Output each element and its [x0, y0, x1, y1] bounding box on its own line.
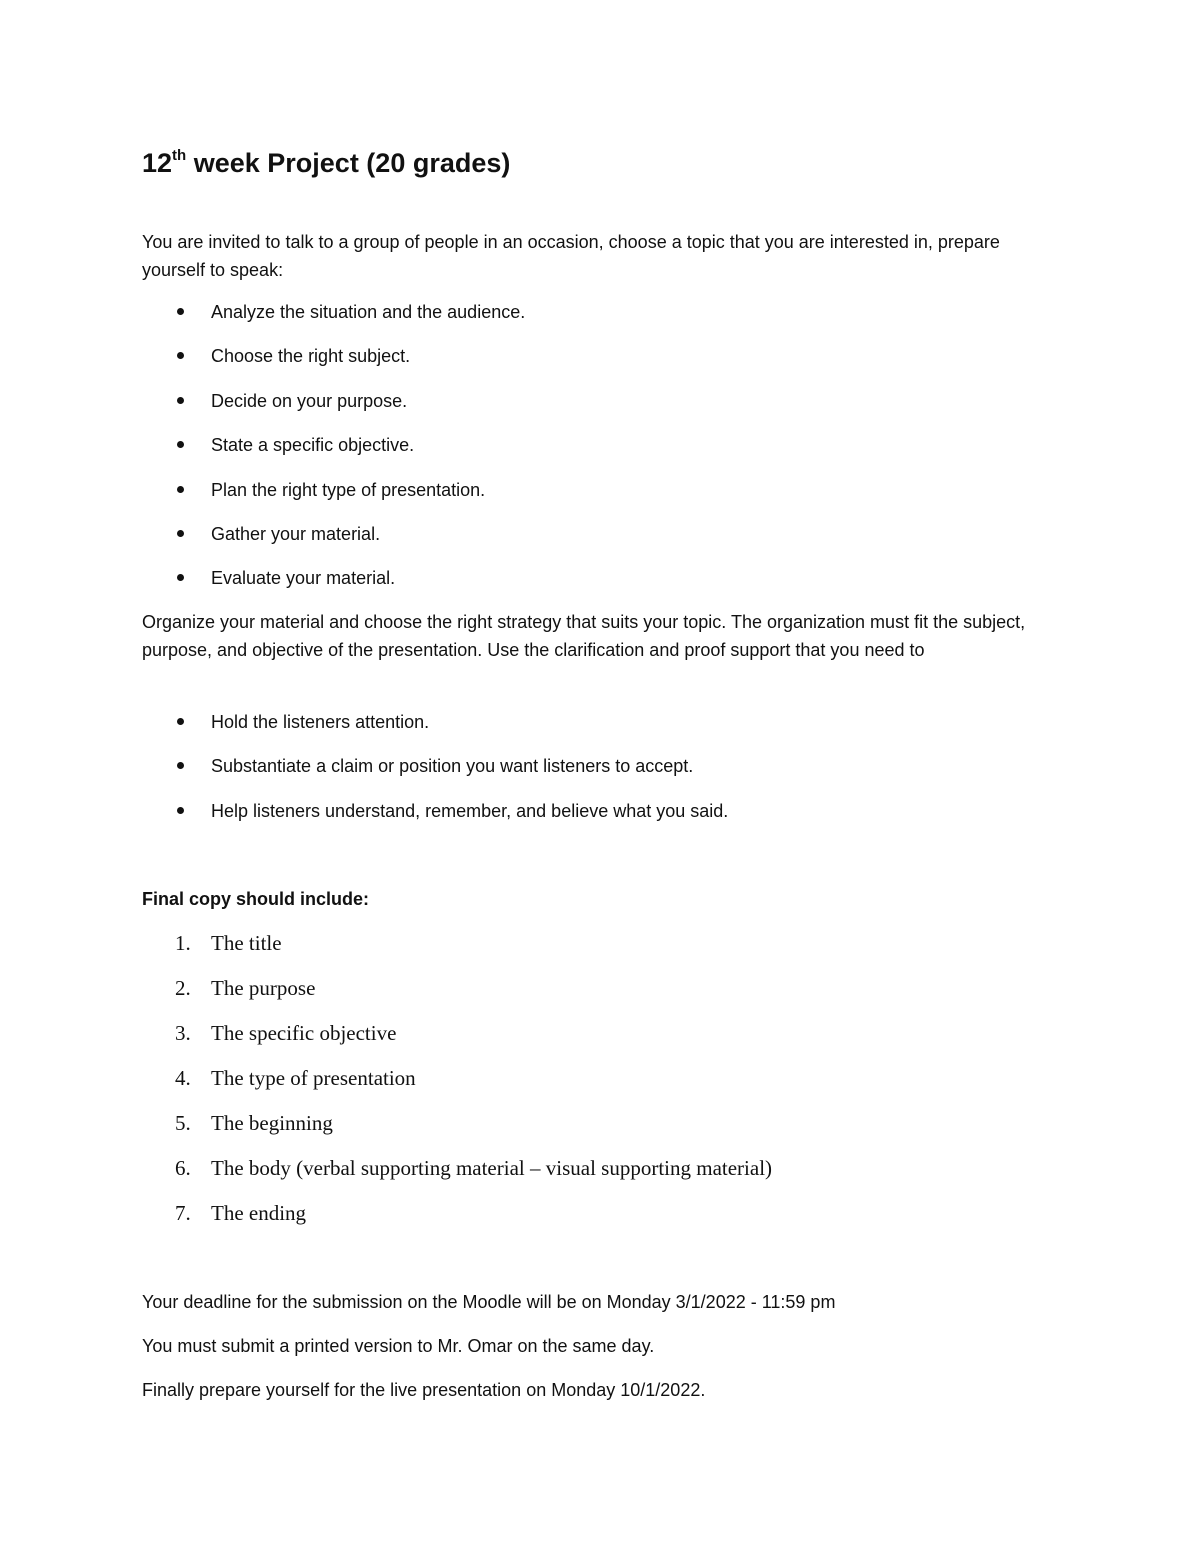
goal-text: Hold the listeners attention.: [211, 712, 430, 732]
printed-version-text: You must submit a printed version to Mr. Omar on the same day.: [142, 1336, 655, 1356]
list-item: [142, 476, 525, 520]
item-text: The title: [211, 931, 282, 955]
intro-paragraph: You are invited to talk to a group of people in an occasion, choose a topic that you are interested in, prepare yourself to speak:: [142, 232, 1000, 280]
steps-list: [142, 298, 525, 609]
list-item: [142, 520, 525, 564]
goal-text: Help listeners understand, remember, and believe what you said.: [211, 800, 729, 821]
bullet-icon: [177, 352, 184, 359]
list-item: [142, 708, 728, 752]
support-goals-list: [142, 708, 728, 841]
step-text: Gather your material.: [211, 523, 381, 544]
item-text: The purpose: [211, 976, 316, 1000]
title-number: 12: [142, 148, 173, 178]
list-item: [142, 752, 728, 796]
bullet-icon: [177, 762, 184, 769]
list-item: [142, 431, 525, 475]
step-text: Evaluate your material.: [211, 568, 396, 589]
list-item: [142, 1198, 772, 1243]
list-item: [142, 387, 525, 431]
list-item: [142, 564, 525, 608]
list-item: [142, 1018, 772, 1063]
list-item: [142, 928, 772, 973]
list-item: [142, 1108, 772, 1153]
final-copy-list: [142, 928, 772, 1243]
list-item: [142, 298, 525, 342]
item-number: 3.: [175, 1021, 191, 1045]
item-number: 1.: [175, 931, 191, 955]
item-number: 5.: [175, 1111, 191, 1135]
bullet-icon: [177, 486, 184, 493]
deadline-text: Your deadline for the submission on the Moodle will be on Monday 3/1/2022 - 11:59 pm: [142, 1292, 836, 1312]
item-text: The specific objective: [211, 1021, 397, 1045]
bullet-icon: [177, 441, 184, 448]
page-title: [142, 146, 510, 180]
item-text: The beginning: [211, 1111, 333, 1135]
step-text: Choose the right subject.: [211, 346, 411, 367]
list-item: [142, 1063, 772, 1108]
title-text: week Project (20 grades): [186, 148, 511, 178]
bullet-icon: [177, 574, 184, 581]
step-text: State a specific objective.: [211, 435, 415, 456]
list-item: [142, 973, 772, 1018]
bullet-icon: [177, 397, 184, 404]
organize-paragraph: Organize your material and choose the right strategy that suits your topic. The organization must fit the subject, purpose, and objective of the presentation. Use the clarification and proof support that you need to: [142, 612, 1026, 660]
bullet-icon: [177, 308, 184, 315]
item-number: 7.: [175, 1201, 191, 1225]
item-text: The type of presentation: [211, 1066, 416, 1090]
title-ordinal-suffix: th: [172, 147, 187, 164]
item-number: 6.: [175, 1156, 191, 1180]
item-number: 2.: [175, 976, 191, 1000]
bullet-icon: [177, 718, 184, 725]
live-presentation-text: Finally prepare yourself for the live presentation on Monday 10/1/2022.: [142, 1380, 706, 1400]
list-item: [142, 797, 728, 841]
bullet-icon: [177, 807, 184, 814]
item-number: 4.: [175, 1066, 191, 1090]
item-text: The body (verbal supporting material – visual supporting material): [211, 1156, 773, 1180]
step-text: Decide on your purpose.: [211, 390, 408, 411]
list-item: [142, 1153, 772, 1198]
list-item: [142, 342, 525, 386]
item-text: The ending: [211, 1201, 307, 1225]
step-text: Analyze the situation and the audience.: [211, 302, 526, 322]
bullet-icon: [177, 530, 184, 537]
step-text: Plan the right type of presentation.: [211, 479, 486, 500]
goal-text: Substantiate a claim or position you want listeners to accept.: [211, 756, 694, 777]
final-copy-heading: Final copy should include:: [142, 889, 370, 909]
